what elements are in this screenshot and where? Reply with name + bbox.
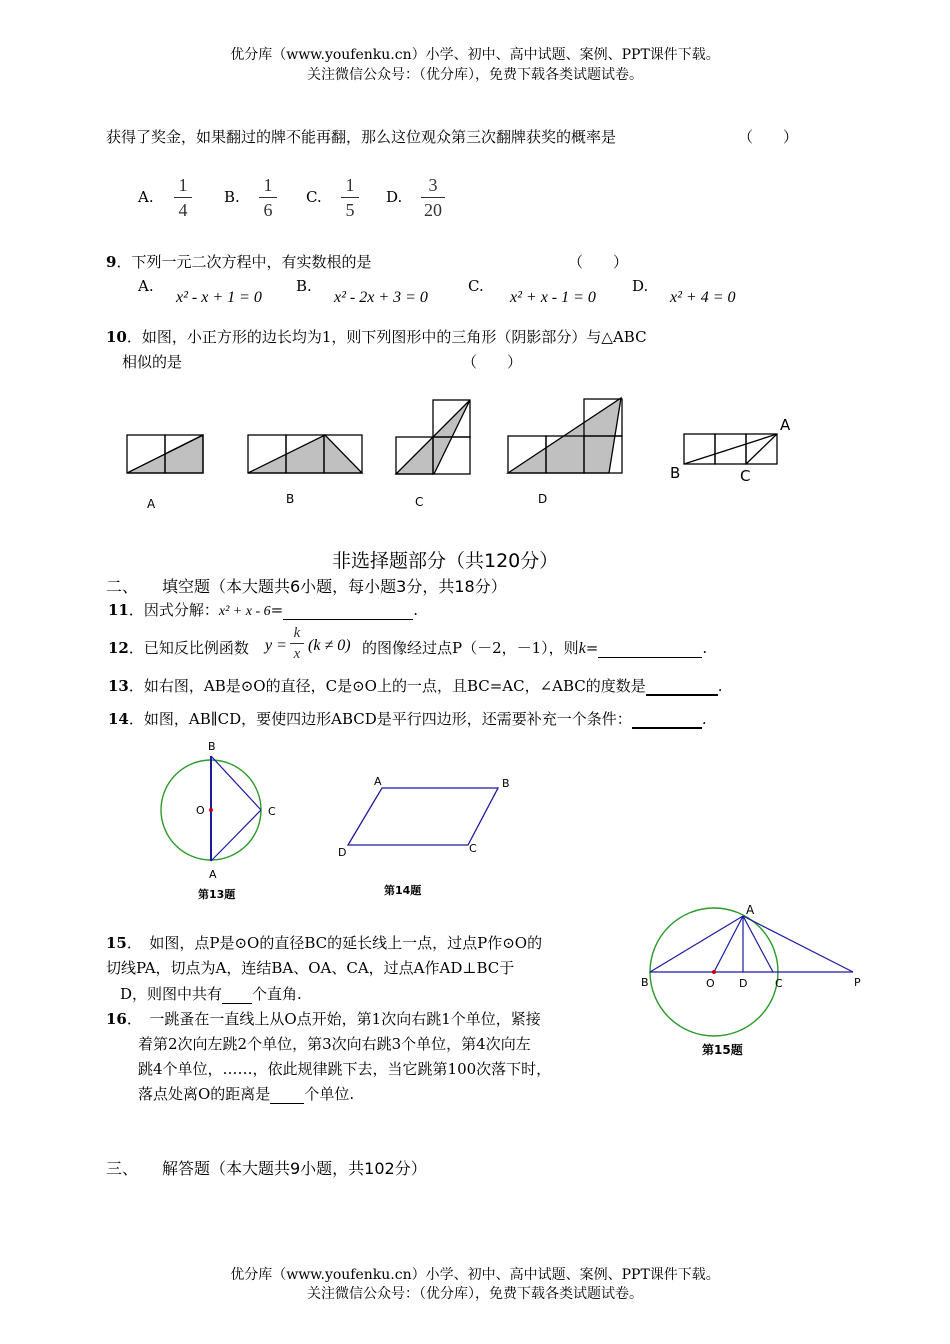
q9-option-b-label: B. (296, 277, 312, 295)
page-header-line2: 关注微信公众号：（优分库），免费下载各类试题试卷。 (307, 67, 643, 83)
q16-line3: 跳4个单位，……，依此规律跳下去，当它跳第100次落下时， (138, 1060, 552, 1078)
q12-end: . (702, 639, 708, 657)
q13-text: ．如右图，AB是⊙O的直径，C是⊙O上的一点，且BC=AC，∠ABC的度数是 (128, 677, 646, 695)
q10-figure-b (248, 435, 362, 473)
q8-option-c-den: 5 (345, 200, 355, 220)
page-header-line1: 优分库（www.youfenku.cn）小学、初中、高中试题、案例、PPT课件下载。 (230, 47, 720, 63)
q13-line (108, 675, 723, 696)
q12-eq: = (585, 639, 599, 657)
q11-number: 11 (108, 601, 129, 619)
q16-answer-blank[interactable] (270, 1087, 304, 1104)
q9-text: ．下列一元二次方程中，有实数根的是 (116, 253, 372, 271)
fig13-label-c: C (268, 805, 276, 818)
q9-option-c-eq: x² + x - 1 = 0 (510, 289, 596, 306)
fig13-label-a: A (209, 868, 217, 881)
q8-text: 获得了奖金，如果翻过的牌不能再翻，那么这位观众第三次翻牌获奖的概率是 (106, 128, 617, 146)
q9-option-d-label: D. (632, 277, 649, 295)
q10-figure-abc (684, 434, 777, 464)
fig15-label-o: O (706, 977, 715, 990)
q9-number: 9 (106, 253, 117, 271)
q11-line (108, 599, 418, 620)
q12-number: 12 (108, 639, 129, 657)
fig15-label-p: P (854, 976, 861, 989)
q8-option-d-num: 3 (428, 175, 438, 195)
q10-figure-a (127, 435, 203, 473)
q12-line2 (362, 637, 707, 658)
page-footer-line2: 关注微信公众号：（优分库），免费下载各类试题试卷。 (307, 1286, 643, 1302)
q10-abc-label-b: B (670, 464, 681, 482)
q8-paren: （ ） (738, 128, 799, 146)
fig14-label-d: D (338, 846, 347, 859)
q8-option-a-label: A. (138, 188, 154, 206)
q15-line1 (106, 932, 542, 953)
q10-paren: （ ） (462, 353, 523, 371)
fig14-label-a: A (374, 775, 382, 788)
q8-option-a-num: 1 (178, 175, 188, 195)
q10-text: ．如图，小正方形的边长均为1，则下列图形中的三角形（阴影部分）与△ABC (126, 328, 647, 346)
q12-func-cond: (k ≠ 0) (308, 637, 351, 654)
q9-line (106, 251, 371, 272)
q14-end: . (701, 710, 707, 728)
q14-number: 14 (108, 710, 129, 728)
q8-option-d-label: D. (386, 188, 403, 206)
q12-text2: 的图像经过点P（－2，－1），则 (362, 639, 579, 657)
q12-text: ．已知反比例函数 (128, 639, 249, 657)
q8-option-b-fraction (259, 174, 277, 221)
q10-figure-c (396, 400, 470, 474)
q10-figure-c-label: C (415, 495, 424, 509)
fig15-caption: 第15题 (702, 1043, 743, 1057)
fig14-diagram (330, 768, 530, 898)
q12-func-den: x (293, 646, 301, 662)
fig13-label-o: O (196, 804, 205, 817)
q15-text1: ． 如图，点P是⊙O的直径BC的延长线上一点，过点P作⊙O的 (126, 934, 543, 952)
fig15-label-b: B (641, 976, 649, 989)
q15-number: 15 (106, 934, 127, 952)
fig15-label-c: C (775, 977, 783, 990)
q8-option-c-label: C. (306, 188, 322, 206)
q16-line4 (138, 1083, 354, 1104)
fig14-label-b: B (502, 777, 510, 790)
q10-figure-d-label: D (538, 492, 548, 506)
q9-option-b-eq: x² - 2x + 3 = 0 (334, 289, 428, 306)
q12-answer-blank[interactable] (598, 641, 702, 658)
q11-end: . (413, 601, 418, 619)
q9-option-d-eq: x² + 4 = 0 (670, 289, 736, 306)
q10-line1 (106, 326, 647, 347)
q12-k: k (578, 640, 586, 657)
q11-expr: x² + x - 6 (218, 604, 271, 619)
q15-answer-blank[interactable] (222, 987, 252, 1004)
q15-text3b: 个直角. (252, 985, 302, 1003)
q10-figure-b-label: B (286, 492, 295, 506)
page-footer-line1: 优分库（www.youfenku.cn）小学、初中、高中试题、案例、PPT课件下载。 (230, 1267, 720, 1283)
fig15-label-d: D (739, 977, 748, 990)
q8-option-d-fraction (421, 174, 445, 221)
q9-option-a-eq: x² - x + 1 = 0 (176, 289, 262, 306)
q16-line1 (106, 1008, 541, 1029)
q16-text4b: 个单位. (304, 1085, 355, 1103)
q11-answer-blank[interactable] (283, 603, 413, 620)
q10-figure-a-label: A (147, 497, 156, 511)
q8-option-a-fraction (174, 174, 192, 221)
q8-option-c-fraction (341, 174, 359, 221)
q11-eq: = (270, 601, 284, 619)
q8-option-b-label: B. (224, 188, 240, 206)
fig15-diagram (636, 898, 876, 1068)
q16-number: 16 (106, 1010, 127, 1028)
q10-figures (0, 390, 950, 520)
q10-abc-label-c: C (740, 467, 751, 485)
q14-answer-blank[interactable] (632, 711, 702, 729)
section3-heading: 三、 解答题（本大题共9小题，共102分） (106, 1159, 427, 1178)
q12-func-fraction (290, 624, 304, 663)
fig13-caption: 第13题 (198, 888, 236, 901)
q12-func-num: k (293, 625, 301, 641)
q15-text3a: D，则图中共有 (120, 985, 223, 1003)
q15-line3 (120, 983, 302, 1004)
q16-text1: ． 一跳蚤在一直线上从O点开始，第1次向右跳1个单位，紧接 (126, 1010, 541, 1028)
q10-abc-label-a: A (780, 416, 791, 434)
q13-answer-blank[interactable] (646, 678, 718, 696)
q8-option-b-num: 1 (263, 175, 273, 195)
fig14-caption: 第14题 (384, 884, 422, 897)
fig13-diagram (150, 735, 290, 905)
q13-number: 13 (108, 677, 129, 695)
q8-option-a-den: 4 (178, 200, 188, 220)
q10-text2: 相似的是 (122, 353, 183, 371)
q14-line (108, 708, 707, 729)
q10-figure-d (508, 398, 622, 473)
q12-line (108, 637, 249, 658)
q16-line2: 着第2次向左跳2个单位，第3次向右跳3个单位，第4次向左 (138, 1035, 531, 1053)
q8-option-c-num: 1 (345, 175, 355, 195)
q11-text: ．因式分解： (128, 601, 219, 619)
q13-end: . (717, 677, 723, 695)
q15-line2: 切线PA，切点为A，连结BA、OA、CA，过点A作AD⊥BC于 (106, 959, 515, 977)
q8-option-d-den: 20 (424, 200, 442, 220)
fig14-label-c: C (469, 842, 477, 855)
q9-option-a-label: A. (138, 277, 154, 295)
section2-heading: 二、 填空题（本大题共6小题，每小题3分，共18分） (106, 577, 507, 596)
q9-paren: （ ） (568, 253, 629, 271)
q9-option-c-label: C. (468, 277, 484, 295)
q16-text4a: 落点处离O的距离是 (138, 1085, 271, 1103)
fig13-label-b: B (208, 740, 216, 753)
q10-number: 10 (106, 328, 127, 346)
q14-text: ．如图，AB∥CD，要使四边形ABCD是平行四边形，还需要补充一个条件： (128, 710, 632, 728)
part2-title: 非选择题部分（共120分） (332, 550, 559, 572)
fig15-label-a: A (746, 903, 755, 917)
q8-option-b-den: 6 (263, 200, 273, 220)
q12-func-y: y = (265, 637, 287, 654)
